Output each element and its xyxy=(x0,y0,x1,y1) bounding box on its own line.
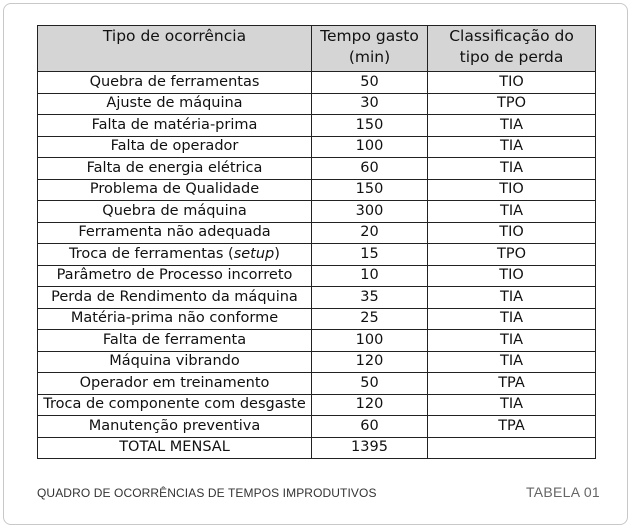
classification-cell: TIA xyxy=(428,287,596,309)
time-cell: 30 xyxy=(312,93,428,115)
occurrence-type-cell: Falta de ferramenta xyxy=(38,330,312,352)
occurrence-type-cell: Operador em treinamento xyxy=(38,373,312,395)
header-time-spent: Tempo gasto (min) xyxy=(312,26,428,72)
classification-cell: TPA xyxy=(428,373,596,395)
table-row xyxy=(38,244,596,266)
classification-cell: TPA xyxy=(428,416,596,438)
time-cell: 60 xyxy=(312,158,428,180)
occurrence-type-cell: Falta de energia elétrica xyxy=(38,158,312,180)
time-cell: 20 xyxy=(312,222,428,244)
table-row xyxy=(38,330,596,352)
occurrence-type-cell: Falta de matéria-prima xyxy=(38,115,312,137)
table-row xyxy=(38,265,596,287)
table-row xyxy=(38,222,596,244)
table-row xyxy=(38,308,596,330)
classification-cell: TIO xyxy=(428,179,596,201)
classification-cell: TIA xyxy=(428,115,596,137)
classification-cell: TIA xyxy=(428,394,596,416)
header-occurrence-type: Tipo de ocorrência xyxy=(38,26,312,72)
time-cell: 100 xyxy=(312,136,428,158)
occurrence-type-cell: Falta de operador xyxy=(38,136,312,158)
occurrence-type-cell: Quebra de máquina xyxy=(38,201,312,223)
time-cell: 35 xyxy=(312,287,428,309)
table-row xyxy=(38,93,596,115)
time-cell: 150 xyxy=(312,115,428,137)
time-cell: 25 xyxy=(312,308,428,330)
time-cell: 120 xyxy=(312,394,428,416)
total-row xyxy=(38,437,596,459)
table-row xyxy=(38,394,596,416)
table-row xyxy=(38,158,596,180)
table-row xyxy=(38,72,596,94)
occurrence-type-cell: Máquina vibrando xyxy=(38,351,312,373)
occurrence-type-cell: Matéria-prima não conforme xyxy=(38,308,312,330)
occurrence-type-cell: Manutenção preventiva xyxy=(38,416,312,438)
occurrence-type-cell: Troca de componente com desgaste xyxy=(38,394,312,416)
classification-cell: TIA xyxy=(428,136,596,158)
total-label: TOTAL MENSAL xyxy=(38,437,312,459)
time-cell: 50 xyxy=(312,373,428,395)
classification-cell: TIO xyxy=(428,265,596,287)
table-row xyxy=(38,136,596,158)
setup-term: setup xyxy=(233,245,275,262)
table-row xyxy=(38,201,596,223)
occurrence-type-cell: Ferramenta não adequada xyxy=(38,222,312,244)
time-cell: 50 xyxy=(312,72,428,94)
classification-cell: TIA xyxy=(428,158,596,180)
occurrence-type-cell: Quebra de ferramentas xyxy=(38,72,312,94)
occurrence-type-cell: Perda de Rendimento da máquina xyxy=(38,287,312,309)
occurrence-type-cell: Troca de ferramentas (setup) xyxy=(38,244,312,266)
classification-cell: TIA xyxy=(428,351,596,373)
classification-cell: TIA xyxy=(428,308,596,330)
occurrence-type-cell: Problema de Qualidade xyxy=(38,179,312,201)
time-cell: 120 xyxy=(312,351,428,373)
classification-cell: TIA xyxy=(428,330,596,352)
time-cell: 60 xyxy=(312,416,428,438)
table-body xyxy=(38,72,596,459)
classification-cell: TIA xyxy=(428,201,596,223)
table-number-tag: TABELA 01 xyxy=(525,484,600,500)
table-header-row xyxy=(38,26,596,72)
figure-caption: QUADRO DE OCORRÊNCIAS DE TEMPOS IMPRODUTIVOS xyxy=(37,486,377,500)
time-cell: 150 xyxy=(312,179,428,201)
occurrence-type-cell: Ajuste de máquina xyxy=(38,93,312,115)
time-cell: 10 xyxy=(312,265,428,287)
occurrence-type-cell: Parâmetro de Processo incorreto xyxy=(38,265,312,287)
classification-cell: TIO xyxy=(428,72,596,94)
table-row xyxy=(38,373,596,395)
classification-cell: TPO xyxy=(428,93,596,115)
table-row xyxy=(38,416,596,438)
classification-cell: TPO xyxy=(428,244,596,266)
time-cell: 300 xyxy=(312,201,428,223)
classification-cell: TIO xyxy=(428,222,596,244)
table-row xyxy=(38,115,596,137)
total-classification-cell xyxy=(428,437,596,459)
header-loss-classification: Classificação do tipo de perda xyxy=(428,26,596,72)
table-row xyxy=(38,351,596,373)
total-time: 1395 xyxy=(312,437,428,459)
table-row xyxy=(38,179,596,201)
table-row xyxy=(38,287,596,309)
time-cell: 100 xyxy=(312,330,428,352)
time-cell: 15 xyxy=(312,244,428,266)
occurrences-table xyxy=(37,25,596,459)
